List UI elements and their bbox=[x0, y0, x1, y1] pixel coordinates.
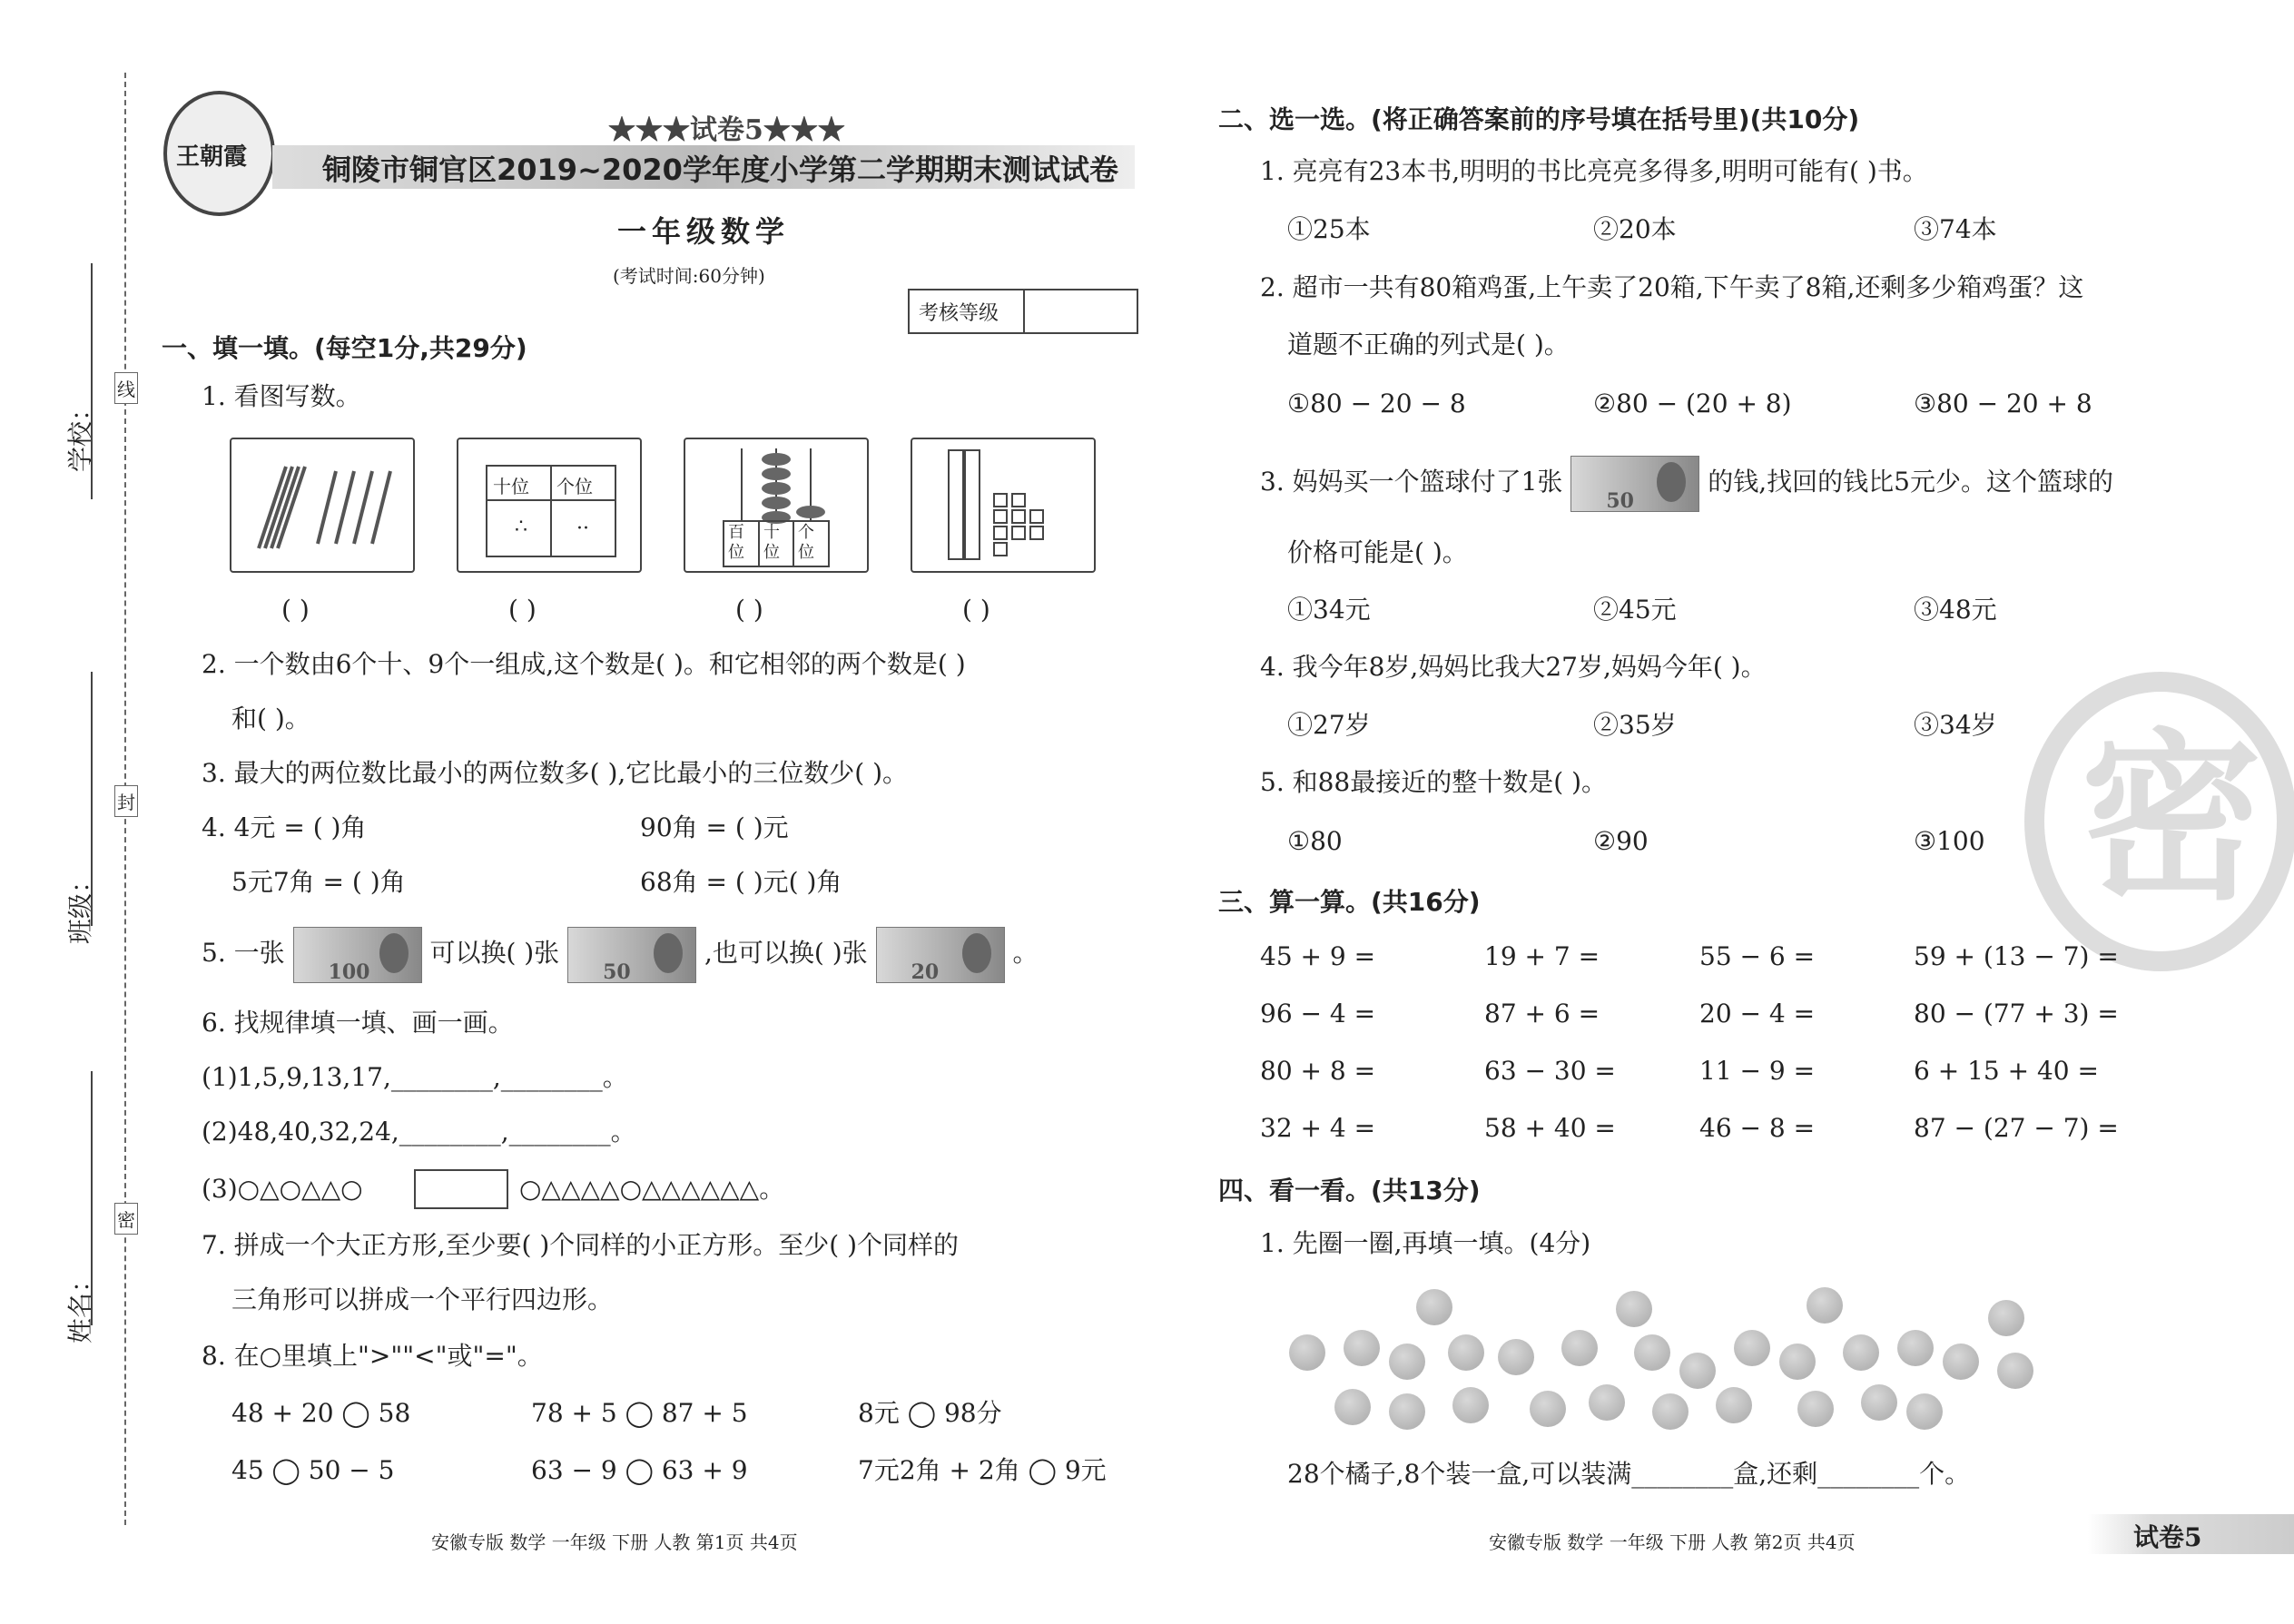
q6-1: (1)1,5,9,13,17,________,________。 bbox=[202, 1062, 628, 1092]
q2-line1: 2. 一个数由6个十、9个一组成,这个数是( )。和它相邻的两个数是( ) bbox=[202, 649, 966, 679]
q8-r1-c2: 78 + 5 ◯ 87 + 5 bbox=[531, 1398, 748, 1428]
q4-a2: 90角 = ( )元 bbox=[640, 812, 789, 842]
q8-r2-c2: 63 − 9 ◯ 63 + 9 bbox=[531, 1455, 748, 1485]
footer-left: 安徽专版 数学 一年级 下册 人教 第1页 共4页 bbox=[431, 1531, 798, 1553]
orange[interactable] bbox=[1897, 1330, 1934, 1366]
q5-a: 5. 一张 bbox=[202, 938, 285, 968]
sticks-picture bbox=[230, 438, 415, 573]
footer-right: 安徽专版 数学 一年级 下册 人教 第2页 共4页 bbox=[1489, 1531, 1856, 1553]
school-field[interactable] bbox=[91, 263, 93, 499]
binding-tag-secret: 密 bbox=[114, 1203, 138, 1235]
k1-answer: 28个橘子,8个装一盒,可以装满________盒,还剩________个。 bbox=[1287, 1459, 1971, 1489]
calc-r4-c1: 32 + 4 = bbox=[1260, 1113, 1376, 1143]
q6-3a: (3)○△○△△○ bbox=[202, 1174, 363, 1204]
orange[interactable] bbox=[1389, 1343, 1425, 1380]
orange[interactable] bbox=[1797, 1391, 1834, 1427]
orange[interactable] bbox=[1807, 1287, 1843, 1324]
orange[interactable] bbox=[1589, 1384, 1625, 1421]
c2-opt-c[interactable]: ③80 − 20 + 8 bbox=[1914, 389, 2092, 418]
calc-r3-c4: 6 + 15 + 40 = bbox=[1914, 1056, 2099, 1086]
c5-opt-b[interactable]: ②90 bbox=[1593, 826, 1649, 856]
c5-opt-a[interactable]: ①80 bbox=[1287, 826, 1343, 856]
q4-a1: 4. 4元 = ( )角 bbox=[202, 812, 367, 842]
seal-watermark bbox=[2024, 672, 2294, 971]
orange[interactable] bbox=[1344, 1330, 1380, 1366]
calc-r2-c1: 96 − 4 = bbox=[1260, 999, 1376, 1029]
q6-2: (2)48,40,32,24,________,________。 bbox=[202, 1117, 636, 1147]
c4-text: 4. 我今年8岁,妈妈比我大27岁,妈妈今年( )。 bbox=[1260, 652, 1767, 682]
q6-3-draw-box[interactable] bbox=[414, 1169, 508, 1209]
exam-time: (考试时间:60分钟) bbox=[613, 265, 765, 287]
bill-50-image: 50 bbox=[567, 927, 696, 983]
orange[interactable] bbox=[1906, 1393, 1943, 1430]
q1-blank-4[interactable]: ( ) bbox=[962, 595, 990, 625]
orange[interactable] bbox=[1616, 1291, 1652, 1327]
calc-r2-c4: 80 − (77 + 3) = bbox=[1914, 999, 2119, 1029]
orange[interactable] bbox=[1498, 1339, 1534, 1375]
q8-r2-c3: 7元2角 + 2角 ◯ 9元 bbox=[858, 1455, 1107, 1485]
school-label: 学校： bbox=[65, 395, 95, 472]
q5-c: ,也可以换( )张 bbox=[704, 938, 868, 968]
grade-box bbox=[908, 289, 1138, 334]
orange[interactable] bbox=[1530, 1391, 1566, 1427]
c2-line2: 道题不正确的列式是( )。 bbox=[1287, 330, 1570, 359]
orange[interactable] bbox=[1634, 1334, 1670, 1371]
oranges-picture bbox=[1271, 1280, 2033, 1434]
c3-opt-a[interactable]: ①34元 bbox=[1287, 595, 1371, 625]
orange[interactable] bbox=[1334, 1389, 1371, 1425]
calc-r4-c2: 58 + 40 = bbox=[1484, 1113, 1616, 1143]
q4-b2: 68角 = ( )元( )角 bbox=[640, 867, 842, 897]
orange[interactable] bbox=[1561, 1330, 1598, 1366]
calc-r2-c2: 87 + 6 = bbox=[1484, 999, 1600, 1029]
orange[interactable] bbox=[1997, 1353, 2033, 1389]
place-ones: 个位 bbox=[556, 476, 593, 497]
c1-opt-c[interactable]: ③74本 bbox=[1914, 214, 1997, 244]
grade-input[interactable] bbox=[1025, 290, 1137, 332]
logo-text: 王朝霞 bbox=[176, 143, 248, 171]
q5-b: 可以换( )张 bbox=[429, 938, 560, 968]
q8-r1-c3: 8元 ◯ 98分 bbox=[858, 1398, 1002, 1428]
q8-r1-c1: 48 + 20 ◯ 58 bbox=[231, 1398, 411, 1428]
orange[interactable] bbox=[1679, 1353, 1716, 1389]
class-label: 班级： bbox=[65, 867, 95, 944]
calc-r1-c1: 45 + 9 = bbox=[1260, 941, 1376, 971]
orange[interactable] bbox=[1448, 1334, 1484, 1371]
c1-opt-a[interactable]: ①25本 bbox=[1287, 214, 1371, 244]
orange[interactable] bbox=[1943, 1343, 1979, 1380]
c4-opt-b[interactable]: ②35岁 bbox=[1593, 710, 1677, 740]
c3-a: 3. 妈妈买一个篮球付了1张 bbox=[1260, 467, 1563, 497]
q5-d: 。 bbox=[1012, 938, 1039, 968]
calc-r1-c4: 59 + (13 − 7) = bbox=[1914, 941, 2119, 971]
q6-3b: ○△△△△○△△△△△△。 bbox=[519, 1174, 785, 1204]
q8-text: 8. 在○里填上">""<"或"="。 bbox=[202, 1341, 543, 1371]
orange[interactable] bbox=[1843, 1334, 1879, 1371]
binding-tag-seal: 封 bbox=[114, 785, 138, 817]
c1-opt-b[interactable]: ②20本 bbox=[1593, 214, 1677, 244]
section-1-title: 一、填一填。(每空1分,共29分) bbox=[162, 333, 527, 363]
calc-r3-c1: 80 + 8 = bbox=[1260, 1056, 1376, 1086]
k1-text: 1. 先圈一圈,再填一填。(4分) bbox=[1260, 1228, 1591, 1258]
c1-text: 1. 亮亮有23本书,明明的书比亮亮多得多,明明可能有( )书。 bbox=[1260, 156, 1928, 186]
grade-label: 考核等级 bbox=[919, 302, 999, 325]
orange[interactable] bbox=[1289, 1334, 1325, 1371]
orange[interactable] bbox=[1389, 1393, 1425, 1430]
c3-line2: 价格可能是( )。 bbox=[1287, 537, 1468, 567]
calc-r1-c3: 55 − 6 = bbox=[1699, 941, 1816, 971]
abacus-ones: 个位 bbox=[798, 523, 814, 562]
orange[interactable] bbox=[1861, 1384, 1897, 1421]
q7-line2: 三角形可以拼成一个平行四边形。 bbox=[231, 1284, 614, 1314]
c3-b: 的钱,找回的钱比5元少。这个篮球的 bbox=[1708, 467, 2113, 497]
class-field[interactable] bbox=[91, 672, 93, 926]
q1-blank-2[interactable]: ( ) bbox=[508, 595, 537, 625]
publisher-logo bbox=[163, 91, 275, 216]
q7-line1: 7. 拼成一个大正方形,至少要( )个同样的小正方形。至少( )个同样的 bbox=[202, 1230, 960, 1260]
exam-title: 铜陵市铜官区2019~2020学年度小学第二学期期末测试试卷 bbox=[322, 153, 1118, 187]
orange[interactable] bbox=[1452, 1387, 1489, 1423]
exam-number: ★★★试卷5★★★ bbox=[608, 114, 845, 146]
section-3-title: 三、算一算。(共16分) bbox=[1218, 887, 1481, 917]
c3-opt-b[interactable]: ②45元 bbox=[1593, 595, 1677, 625]
abacus-hundreds: 百位 bbox=[728, 523, 744, 562]
q1-blank-3[interactable]: ( ) bbox=[735, 595, 763, 625]
c2-line1: 2. 超市一共有80箱鸡蛋,上午卖了20箱,下午卖了8箱,还剩多少箱鸡蛋？这 bbox=[1260, 272, 2084, 302]
page-tag-bar bbox=[2088, 1514, 2294, 1554]
orange[interactable] bbox=[1416, 1289, 1452, 1325]
calc-r4-c3: 46 − 8 = bbox=[1699, 1113, 1816, 1143]
c4-opt-a[interactable]: ①27岁 bbox=[1287, 710, 1371, 740]
orange[interactable] bbox=[1779, 1343, 1816, 1380]
q6-text: 6. 找规律填一填、画一画。 bbox=[202, 1008, 514, 1038]
calc-r3-c3: 11 − 9 = bbox=[1699, 1056, 1816, 1086]
section-2-title: 二、选一选。(将正确答案前的序号填在括号里)(共10分) bbox=[1218, 104, 1860, 134]
q1-text: 1. 看图写数。 bbox=[202, 381, 361, 411]
q2-line2: 和( )。 bbox=[231, 704, 310, 733]
place-tens: 十位 bbox=[493, 476, 529, 497]
c3-opt-c[interactable]: ③48元 bbox=[1914, 595, 1997, 625]
name-field[interactable] bbox=[91, 1071, 93, 1325]
calc-r1-c2: 19 + 7 = bbox=[1484, 941, 1600, 971]
subject-title: 一年级数学 bbox=[617, 214, 791, 249]
orange[interactable] bbox=[1988, 1300, 2024, 1336]
c5-text: 5. 和88最接近的整十数是( )。 bbox=[1260, 767, 1607, 797]
abacus-picture bbox=[684, 438, 869, 573]
place-value-chart: 十位 个位 ∴ ·· bbox=[457, 438, 642, 573]
q3-text: 3. 最大的两位数比最小的两位数多( ),它比最小的三位数少( )。 bbox=[202, 758, 909, 788]
calc-r4-c4: 87 − (27 − 7) = bbox=[1914, 1113, 2119, 1143]
page-tag: 试卷5 bbox=[2133, 1522, 2202, 1552]
q1-blank-1[interactable]: ( ) bbox=[281, 595, 310, 625]
q8-r2-c1: 45 ◯ 50 − 5 bbox=[231, 1455, 395, 1485]
calc-r3-c2: 63 − 30 = bbox=[1484, 1056, 1616, 1086]
binding-tag-line: 线 bbox=[114, 372, 138, 404]
q5-row bbox=[202, 921, 1038, 985]
c2-opt-a[interactable]: ①80 − 20 − 8 bbox=[1287, 389, 1466, 418]
name-label: 姓名： bbox=[65, 1266, 95, 1343]
bill-20-image: 20 bbox=[876, 927, 1005, 983]
c3-bill-50-image: 50 bbox=[1570, 456, 1699, 512]
blocks-picture bbox=[911, 438, 1096, 573]
orange[interactable] bbox=[1652, 1393, 1689, 1430]
c4-opt-c[interactable]: ③34岁 bbox=[1914, 710, 1997, 740]
calc-r2-c3: 20 − 4 = bbox=[1699, 999, 1816, 1029]
c2-opt-b[interactable]: ②80 − (20 + 8) bbox=[1593, 389, 1792, 418]
seal-char: 密 bbox=[2081, 712, 2263, 925]
abacus-tens: 十位 bbox=[763, 523, 780, 562]
orange[interactable] bbox=[1716, 1387, 1752, 1423]
section-4-title: 四、看一看。(共13分) bbox=[1218, 1176, 1481, 1206]
c3-row bbox=[1260, 450, 2113, 514]
orange[interactable] bbox=[1734, 1330, 1770, 1366]
q4-b1: 5元7角 = ( )角 bbox=[231, 867, 406, 897]
c5-opt-c[interactable]: ③100 bbox=[1914, 826, 1985, 856]
bill-100-image: 100 bbox=[293, 927, 422, 983]
